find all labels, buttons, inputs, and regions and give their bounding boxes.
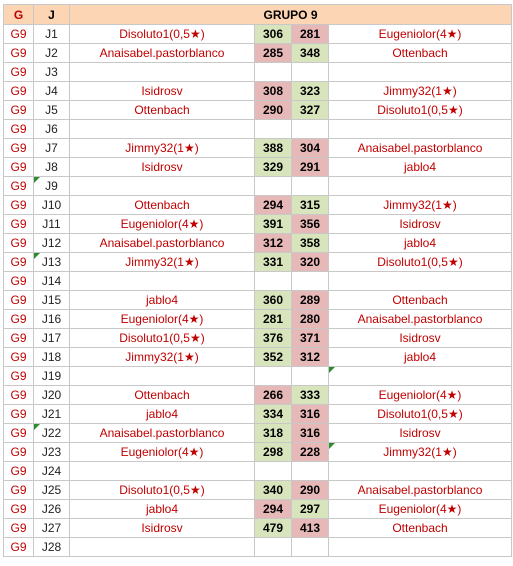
player1-cell[interactable]: Anaisabel.pastorblanco (70, 424, 255, 443)
table-row (4, 310, 512, 329)
header-row (4, 5, 512, 25)
score1-cell[interactable]: 312 (255, 234, 292, 253)
group-cell[interactable]: G9 (4, 253, 34, 272)
player1-cell[interactable]: 0 (70, 462, 255, 481)
group-cell[interactable]: G9 (4, 291, 34, 310)
player1-cell[interactable]: Disoluto1(0,5★) (70, 25, 255, 44)
group-cell[interactable]: G9 (4, 424, 34, 443)
player2-cell[interactable]: Ottenbach (329, 44, 512, 63)
score2-cell[interactable]: 348 (292, 44, 329, 63)
table-row (4, 44, 512, 63)
player2-cell[interactable]: Isidrosv (329, 329, 512, 348)
round-cell[interactable]: J4 (34, 82, 70, 101)
round-cell[interactable]: J13 (34, 253, 70, 272)
score1-cell[interactable]: 331 (255, 253, 292, 272)
results-table (3, 4, 512, 557)
group-cell[interactable]: G9 (4, 158, 34, 177)
score1-cell[interactable] (255, 177, 292, 196)
score2-cell[interactable]: 280 (292, 310, 329, 329)
header-j[interactable]: J (34, 5, 70, 25)
round-cell[interactable]: J18 (34, 348, 70, 367)
player1-cell[interactable]: Ottenbach (70, 196, 255, 215)
score2-cell[interactable] (292, 120, 329, 139)
player2-cell[interactable]: Disoluto1(0,5★) (329, 253, 512, 272)
score1-cell[interactable] (255, 538, 292, 557)
comment-marker-icon (34, 253, 40, 259)
player2-cell[interactable]: jablo4 (329, 348, 512, 367)
table-row (4, 291, 512, 310)
score2-cell[interactable] (292, 367, 329, 386)
round-cell[interactable]: J27 (34, 519, 70, 538)
round-cell[interactable]: J28 (34, 538, 70, 557)
player2-cell[interactable]: Anaisabel.pastorblanco (329, 367, 512, 386)
player1-cell[interactable]: Jimmy32(1★) (70, 348, 255, 367)
player2-cell[interactable]: Disoluto1(0,5★) (329, 101, 512, 120)
player2-cell[interactable]: jablo4 (329, 158, 512, 177)
score2-cell[interactable] (292, 272, 329, 291)
player2-cell[interactable]: Jimmy32(1★) (329, 82, 512, 101)
player1-cell[interactable]: jablo4 (70, 291, 255, 310)
player1-cell[interactable]: Anaisabel.pastorblanco (70, 234, 255, 253)
group-cell[interactable]: G9 (4, 25, 34, 44)
round-cell[interactable]: J3 (34, 63, 70, 82)
table-row (4, 158, 512, 177)
player1-cell[interactable]: Ottenbach (70, 386, 255, 405)
player2-cell[interactable]: Eugeniolor(4★) (329, 386, 512, 405)
table-row (4, 63, 512, 82)
group-cell[interactable]: G9 (4, 443, 34, 462)
table-row (4, 405, 512, 424)
group-title[interactable]: GRUPO 9 (70, 5, 512, 25)
group-cell[interactable]: G9 (4, 63, 34, 82)
player1-cell[interactable]: Disoluto1(0,5★) (70, 177, 255, 196)
score2-cell[interactable]: 320 (292, 253, 329, 272)
score1-cell[interactable]: 391 (255, 215, 292, 234)
score2-cell[interactable]: 315 (292, 196, 329, 215)
comment-marker-icon (34, 177, 40, 183)
group-cell[interactable]: G9 (4, 101, 34, 120)
player1-cell[interactable]: Disoluto1(0,5★) (70, 481, 255, 500)
group-cell[interactable]: G9 (4, 519, 34, 538)
comment-marker-icon (34, 424, 40, 430)
group-cell[interactable]: G9 (4, 386, 34, 405)
score2-cell[interactable]: 312 (292, 348, 329, 367)
score1-cell[interactable]: 294 (255, 500, 292, 519)
round-cell[interactable]: J12 (34, 234, 70, 253)
player2-cell[interactable]: Ottenbach (329, 519, 512, 538)
player1-cell[interactable]: Isidrosv (70, 272, 255, 291)
player1-cell[interactable]: 0 (70, 367, 255, 386)
comment-marker-icon (329, 443, 335, 449)
group-cell[interactable]: G9 (4, 367, 34, 386)
score2-cell[interactable]: 297 (292, 500, 329, 519)
score1-cell[interactable]: 360 (255, 291, 292, 310)
score2-cell[interactable]: 327 (292, 101, 329, 120)
score1-cell[interactable] (255, 120, 292, 139)
group-cell[interactable]: G9 (4, 272, 34, 291)
player2-cell[interactable]: Ottenbach (329, 462, 512, 481)
score2-cell[interactable] (292, 63, 329, 82)
group-cell[interactable]: G9 (4, 310, 34, 329)
group-cell[interactable]: G9 (4, 329, 34, 348)
score1-cell[interactable]: 298 (255, 443, 292, 462)
table-row (4, 348, 512, 367)
score1-cell[interactable]: 352 (255, 348, 292, 367)
player2-cell[interactable]: Anaisabel.pastorblanco (329, 481, 512, 500)
score2-cell[interactable]: 291 (292, 158, 329, 177)
player1-cell[interactable]: Isidrosv (70, 519, 255, 538)
round-cell[interactable]: J20 (34, 386, 70, 405)
score2-cell[interactable]: 333 (292, 386, 329, 405)
score2-cell[interactable]: 323 (292, 82, 329, 101)
player1-cell[interactable]: Jimmy32(1★) (70, 538, 255, 557)
player2-cell[interactable]: Isidrosv (329, 424, 512, 443)
round-cell[interactable]: J14 (34, 272, 70, 291)
table-row (4, 519, 512, 538)
table-row (4, 139, 512, 158)
round-cell[interactable]: J5 (34, 101, 70, 120)
table-row (4, 424, 512, 443)
group-cell[interactable]: G9 (4, 234, 34, 253)
score2-cell[interactable] (292, 462, 329, 481)
player2-cell[interactable]: 0 (329, 272, 512, 291)
score2-cell[interactable]: 316 (292, 405, 329, 424)
group-cell[interactable]: G9 (4, 500, 34, 519)
player2-cell[interactable]: Jimmy32(1★) (329, 443, 512, 462)
round-cell[interactable]: J16 (34, 310, 70, 329)
player1-cell[interactable]: Eugeniolor(4★) (70, 310, 255, 329)
table-row (4, 500, 512, 519)
score1-cell[interactable]: 376 (255, 329, 292, 348)
group-cell[interactable]: G9 (4, 196, 34, 215)
player2-cell[interactable]: 0 (329, 538, 512, 557)
player2-cell[interactable]: Eugeniolor(4★) (329, 500, 512, 519)
player2-cell[interactable]: Eugeniolor(4★) (329, 120, 512, 139)
table-row (4, 82, 512, 101)
player1-cell[interactable]: jablo4 (70, 405, 255, 424)
round-cell[interactable]: J9 (34, 177, 70, 196)
score1-cell[interactable]: 334 (255, 405, 292, 424)
score1-cell[interactable]: 266 (255, 386, 292, 405)
round-cell[interactable]: J17 (34, 329, 70, 348)
player2-cell[interactable]: Eugeniolor(4★) (329, 25, 512, 44)
score1-cell[interactable] (255, 272, 292, 291)
score2-cell[interactable]: 304 (292, 139, 329, 158)
round-cell[interactable]: J1 (34, 25, 70, 44)
score1-cell[interactable]: 340 (255, 481, 292, 500)
player1-cell[interactable]: Eugeniolor(4★) (70, 443, 255, 462)
round-cell[interactable]: J24 (34, 462, 70, 481)
header-g[interactable]: G (4, 5, 34, 25)
score2-cell[interactable]: 413 (292, 519, 329, 538)
round-cell[interactable]: J22 (34, 424, 70, 443)
score1-cell[interactable]: 290 (255, 101, 292, 120)
group-cell[interactable]: G9 (4, 481, 34, 500)
score1-cell[interactable]: 281 (255, 310, 292, 329)
player1-cell[interactable]: Anaisabel.pastorblanco (70, 44, 255, 63)
round-cell[interactable]: J11 (34, 215, 70, 234)
table-row (4, 538, 512, 557)
group-cell[interactable]: G9 (4, 82, 34, 101)
player1-cell[interactable]: Eugeniolor(4★) (70, 215, 255, 234)
round-cell[interactable]: J8 (34, 158, 70, 177)
score2-cell[interactable]: 290 (292, 481, 329, 500)
table-row (4, 443, 512, 462)
group-cell[interactable]: G9 (4, 538, 34, 557)
round-cell[interactable]: J19 (34, 367, 70, 386)
score2-cell[interactable]: 356 (292, 215, 329, 234)
round-cell[interactable]: J26 (34, 500, 70, 519)
player2-cell[interactable]: jablo4 (329, 234, 512, 253)
table-row (4, 253, 512, 272)
player1-cell[interactable]: Jimmy32(1★) (70, 253, 255, 272)
player1-cell[interactable]: Jimmy32(1★) (70, 139, 255, 158)
table-row (4, 329, 512, 348)
player1-cell[interactable]: jablo4 (70, 63, 255, 82)
score2-cell[interactable]: 316 (292, 424, 329, 443)
score2-cell[interactable] (292, 538, 329, 557)
group-cell[interactable]: G9 (4, 405, 34, 424)
table-row (4, 234, 512, 253)
score1-cell[interactable]: 294 (255, 196, 292, 215)
player2-cell[interactable]: Anaisabel.pastorblanco (329, 139, 512, 158)
group-cell[interactable]: G9 (4, 120, 34, 139)
player1-cell[interactable]: Isidrosv (70, 82, 255, 101)
group-cell[interactable]: G9 (4, 139, 34, 158)
table-row (4, 272, 512, 291)
player1-cell[interactable]: Ottenbach (70, 101, 255, 120)
score2-cell[interactable]: 289 (292, 291, 329, 310)
score2-cell[interactable]: 371 (292, 329, 329, 348)
player2-cell[interactable]: Disoluto1(0,5★) (329, 405, 512, 424)
round-cell[interactable]: J10 (34, 196, 70, 215)
score1-cell[interactable] (255, 367, 292, 386)
round-cell[interactable]: J23 (34, 443, 70, 462)
score2-cell[interactable]: 228 (292, 443, 329, 462)
comment-marker-icon (329, 367, 335, 373)
table-row (4, 196, 512, 215)
score1-cell[interactable]: 329 (255, 158, 292, 177)
group-cell[interactable]: G9 (4, 44, 34, 63)
round-cell[interactable]: J2 (34, 44, 70, 63)
score2-cell[interactable]: 358 (292, 234, 329, 253)
round-cell[interactable]: J21 (34, 405, 70, 424)
table-row (4, 101, 512, 120)
score1-cell[interactable]: 318 (255, 424, 292, 443)
table-row (4, 386, 512, 405)
table-row (4, 120, 512, 139)
group-cell[interactable]: G9 (4, 348, 34, 367)
player2-cell[interactable]: 0 (329, 63, 512, 82)
player2-cell[interactable]: Ottenbach (329, 291, 512, 310)
score1-cell[interactable]: 388 (255, 139, 292, 158)
table-row (4, 25, 512, 44)
table-row (4, 367, 512, 386)
table-row (4, 481, 512, 500)
round-cell[interactable]: J15 (34, 291, 70, 310)
group-cell[interactable]: G9 (4, 462, 34, 481)
score1-cell[interactable] (255, 462, 292, 481)
round-cell[interactable]: J7 (34, 139, 70, 158)
table-row (4, 462, 512, 481)
player1-cell[interactable]: 0 (70, 120, 255, 139)
score1-cell[interactable] (255, 63, 292, 82)
score2-cell[interactable]: 281 (292, 25, 329, 44)
group-cell[interactable]: G9 (4, 177, 34, 196)
player2-cell[interactable]: Jimmy32(1★) (329, 196, 512, 215)
table-row (4, 177, 512, 196)
player2-cell[interactable]: Anaisabel.pastorblanco (329, 310, 512, 329)
score1-cell[interactable]: 479 (255, 519, 292, 538)
score2-cell[interactable] (292, 177, 329, 196)
round-cell[interactable]: J6 (34, 120, 70, 139)
player2-cell[interactable]: Isidrosv (329, 215, 512, 234)
table-row (4, 215, 512, 234)
player1-cell[interactable]: Disoluto1(0,5★) (70, 329, 255, 348)
score1-cell[interactable]: 308 (255, 82, 292, 101)
group-cell[interactable]: G9 (4, 215, 34, 234)
score1-cell[interactable]: 306 (255, 25, 292, 44)
player1-cell[interactable]: jablo4 (70, 500, 255, 519)
score1-cell[interactable]: 285 (255, 44, 292, 63)
player2-cell[interactable] (329, 177, 512, 196)
player1-cell[interactable]: Isidrosv (70, 158, 255, 177)
round-cell[interactable]: J25 (34, 481, 70, 500)
